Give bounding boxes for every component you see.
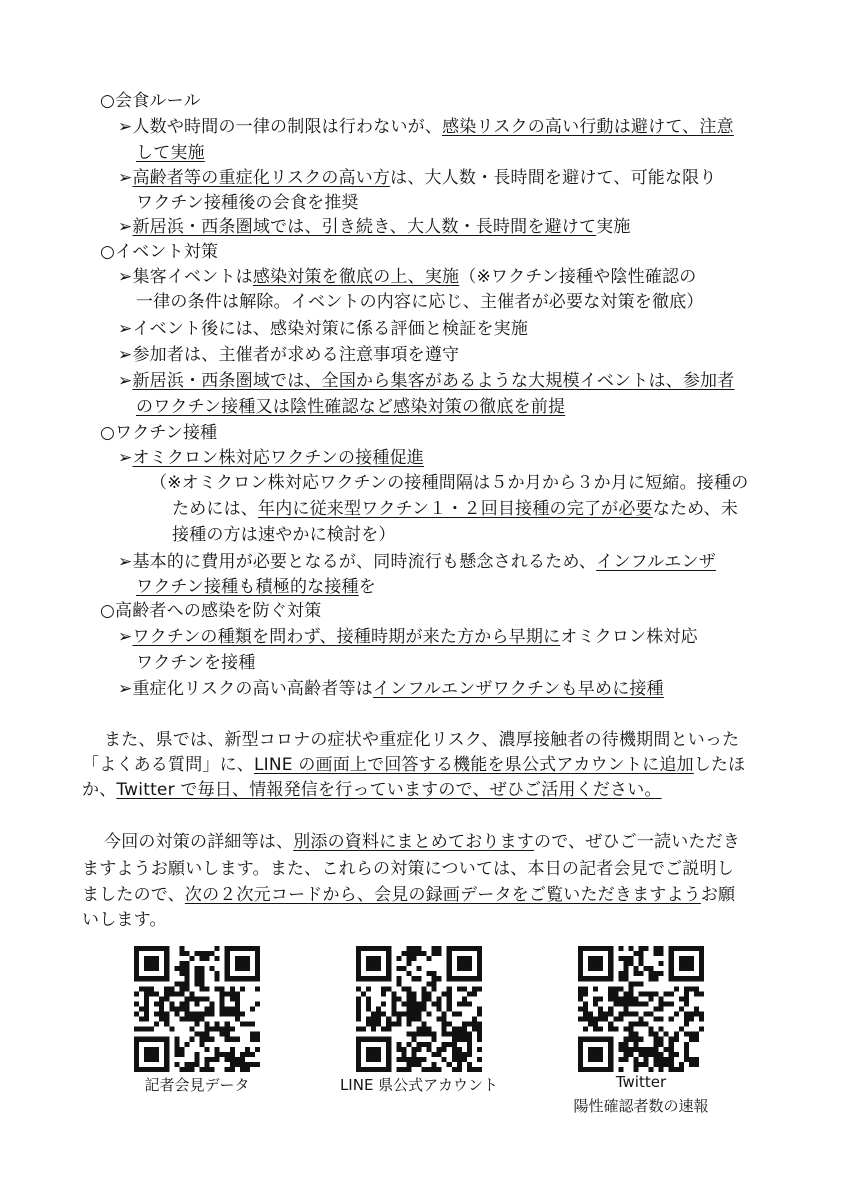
bullet-event-4-cont: のワクチン接種又は陰性確認など感染対策の徹底を前提 (136, 397, 566, 417)
bullet-dining-2: ➢高齢者等の重症化リスクの高い方は、大人数・長時間を避けて、可能な限り (118, 168, 717, 188)
paragraph-2-line-2: ますようお願いします。また、これらの対策については、本日の記者会見でご説明し (82, 859, 734, 879)
paragraph-1-line-2: 「よくある質問」に、LINE の画面上で回答する機能を県公式アカウントに追加したほ (82, 755, 746, 775)
paragraph-2-line-4: いします。 (82, 910, 167, 930)
bullet-elderly-1: ➢ワクチンの種類を問わず、接種時期が来た方から早期にオミクロン株対応 (118, 627, 698, 647)
paragraph-2-line-1: 今回の対策の詳細等は、別添の資料にまとめておりますので、ぜひご一読いただき (104, 832, 741, 852)
heading-elderly: ○高齢者への感染を防ぐ対策 (100, 601, 322, 621)
bullet-vaccine-1: ➢オミクロン株対応ワクチンの接種促進 (118, 448, 425, 468)
bullet-event-2: ➢イベント後には、感染対策に係る評価と検証を実施 (118, 319, 529, 339)
bullet-dining-1: ➢人数や時間の一律の制限は行わないが、感染リスクの高い行動は避けて、注意 (118, 117, 734, 137)
heading-dining: ○会食ルール (100, 91, 201, 111)
paragraph-2-line-3: ましたので、次の２次元コードから、会見の録画データをご覧いただきますようお願 (82, 885, 736, 905)
bullet-event-4: ➢新居浜・西条圏域では、全国から集客があるような大規模イベントは、参加者 (118, 371, 735, 391)
qr-code-line-account[interactable] (356, 946, 482, 1072)
bullet-event-1-cont: 一律の条件は解除。イベントの内容に応じ、主催者が必要な対策を徹底） (136, 292, 704, 312)
bullet-vaccine-2-cont: ワクチン接種も積極的な接種を (136, 577, 376, 597)
qr-code-twitter[interactable] (578, 946, 704, 1072)
bullet-elderly-2: ➢重症化リスクの高い高齢者等はインフルエンザワクチンも早めに接種 (118, 679, 664, 699)
note-vaccine-2: ためには、年内に従来型ワクチン１・２回目接種の完了が必要なため、未 (172, 499, 739, 519)
bullet-vaccine-2: ➢基本的に費用が必要となるが、同時流行も懸念されるため、インフルエンザ (118, 552, 716, 572)
qr-caption-twitter-sub: 陽性確認者数の速報 (573, 1097, 709, 1115)
bullet-dining-1-cont: して実施 (136, 143, 205, 163)
heading-event: ○イベント対策 (100, 242, 219, 262)
qr-caption-line-account: LINE 県公式アカウント (339, 1076, 499, 1094)
paragraph-1-line-1: また、県では、新型コロナの症状や重症化リスク、濃厚接触者の待機期間といった (104, 730, 740, 750)
heading-vaccine: ○ワクチン接種 (100, 423, 218, 443)
note-vaccine-3: 接種の方は速やかに検討を） (172, 525, 396, 545)
qr-code-press-conference[interactable] (134, 946, 260, 1072)
qr-caption-twitter: Twitter (615, 1073, 667, 1091)
bullet-dining-3: ➢新居浜・西条圏域では、引き続き、大人数・長時間を避けて実施 (118, 217, 631, 237)
qr-caption-press-conference: 記者会見データ (144, 1076, 250, 1094)
note-vaccine-1: （※オミクロン株対応ワクチンの接種間隔は５か月から３か月に短縮。接種の (150, 473, 749, 493)
bullet-event-1: ➢集客イベントは感染対策を徹底の上、実施（※ワクチン接種や陰性確認の (118, 267, 697, 287)
bullet-elderly-1-cont: ワクチンを接種 (136, 653, 256, 673)
paragraph-1-line-3: か、Twitter で毎日、情報発信を行っていますので、ぜひご活用ください。 (82, 780, 662, 800)
bullet-dining-2-cont: ワクチン接種後の会食を推奨 (136, 193, 359, 213)
bullet-event-3: ➢参加者は、主催者が求める注意事項を遵守 (118, 345, 460, 365)
